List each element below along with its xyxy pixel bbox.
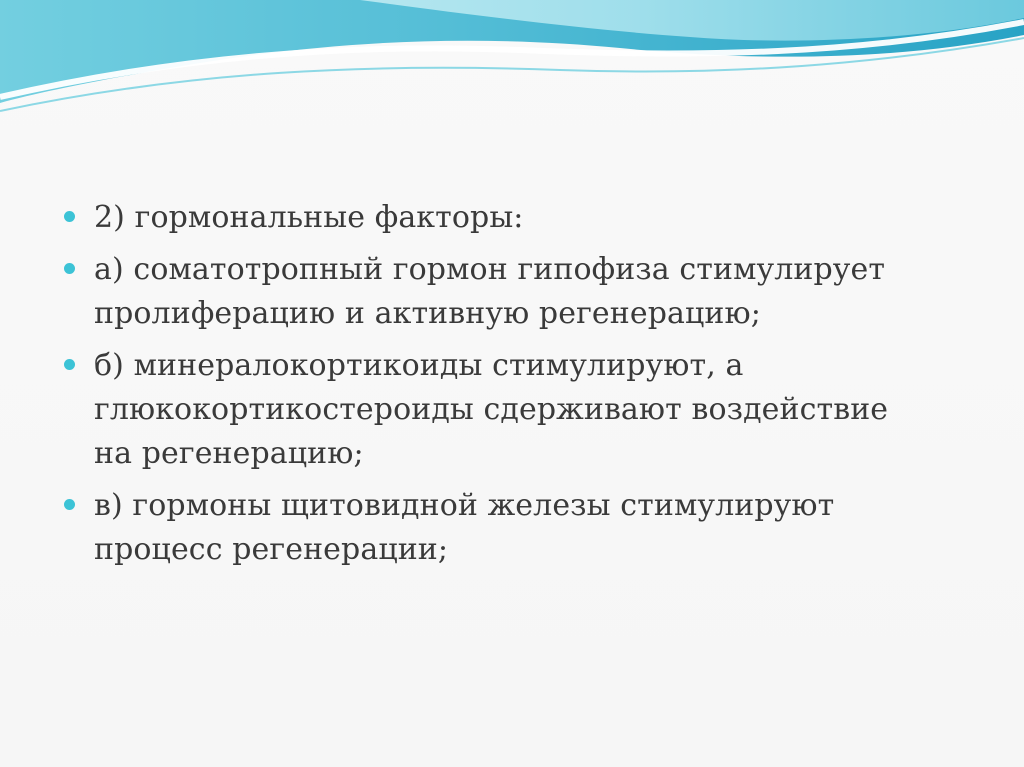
bullet-icon: [64, 499, 75, 510]
bullet-line: б) минералокортикоиды стимулируют, а: [94, 348, 744, 383]
bullet-line: в) гормоны щитовидной железы стимулируют: [94, 488, 835, 523]
bullet-line: 2) гормональные факторы:: [94, 200, 524, 235]
bullet-line: пролиферацию и активную регенерацию;: [94, 296, 761, 331]
bullet-line: на регенерацию;: [94, 436, 364, 471]
bullet-mineralocorticoids: [62, 344, 962, 476]
bullet-line: глюкокортикостероиды сдерживают воздействие: [94, 392, 889, 427]
bullet-hormonal-factors: [62, 196, 962, 240]
bullet-icon: [64, 359, 75, 370]
bullet-somatotropic-hormone: [62, 248, 962, 336]
bullet-icon: [64, 263, 75, 274]
decorative-wave-header: [0, 0, 1024, 120]
bullet-list: [62, 196, 962, 580]
bullet-icon: [64, 211, 75, 222]
bullet-line: процесс регенерации;: [94, 532, 449, 567]
bullet-thyroid-hormones: [62, 484, 962, 572]
bullet-line: а) соматотропный гормон гипофиза стимулирует: [94, 252, 886, 287]
